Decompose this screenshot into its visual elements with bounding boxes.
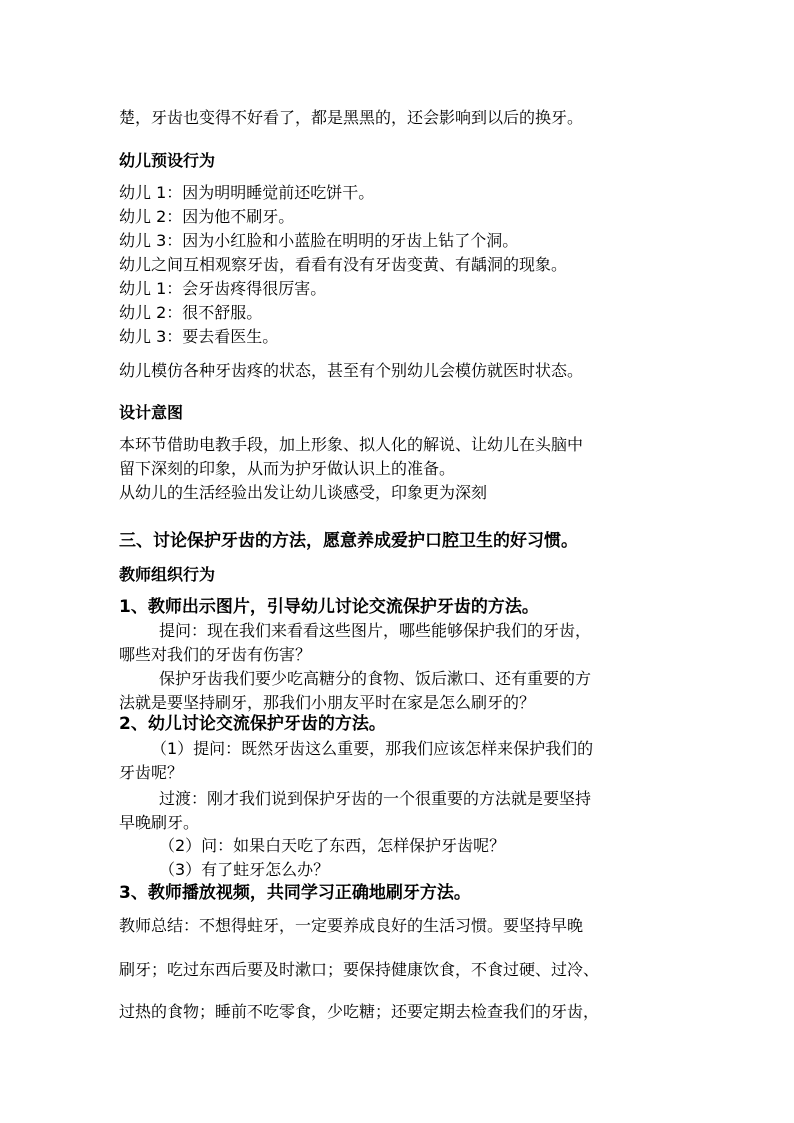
design-intent-line: 留下深刻的印象，从而为护牙做认识上的准备。: [119, 459, 456, 478]
summary-line: 刷牙；吃过东西后要及时漱口；要保持健康饮食，不食过硬、过冷、: [119, 960, 600, 979]
continuation-text: 楚，牙齿也变得不好看了，都是黑黑的，还会影响到以后的换牙。: [119, 108, 584, 127]
summary-line: 过热的食物；睡前不吃零食，少吃糖；还要定期去检查我们的牙齿，: [119, 1002, 600, 1021]
child-behavior-line: 幼儿 3：要去看医生。: [119, 327, 279, 346]
step-1-line: 保护牙齿我们要少吃高糖分的食物、饭后漱口、还有重要的方: [159, 669, 592, 688]
design-intent-line: 本环节借助电教手段，加上形象、拟人化的解说、让幼儿在头脑中: [119, 435, 584, 454]
section-3-title: 三、讨论保护牙齿的方法，愿意养成爱护口腔卫生的好习惯。: [119, 531, 578, 551]
child-behavior-line: 幼儿 2：因为他不刷牙。: [119, 207, 295, 226]
step-2-line: 早晚刷牙。: [119, 813, 200, 832]
step-2-line: 牙齿呢？: [119, 763, 184, 782]
step-2-line: （3）有了蛀牙怎么办？: [159, 860, 330, 879]
child-behavior-line: 幼儿之间互相观察牙齿，看看有没有牙齿变黄、有龋洞的现象。: [119, 255, 568, 274]
design-intent-line: 从幼儿的生活经验出发让幼儿谈感受，印象更为深刻: [119, 483, 488, 502]
child-behavior-line: 幼儿 1：因为明明睡觉前还吃饼干。: [119, 183, 375, 202]
step-2-line: 过渡：刚才我们说到保护牙齿的一个很重要的方法就是要坚持: [159, 789, 592, 808]
summary-line: 教师总结：不想得蛀牙，一定要养成良好的生活习惯。要坚持早晚: [119, 916, 584, 935]
step-2-line: （2）问：如果白天吃了东西，怎样保护牙齿呢？: [159, 836, 506, 855]
child-behavior-line: 幼儿 2：很不舒服。: [119, 303, 263, 322]
child-behavior-line: 幼儿 1：会牙齿疼得很厉害。: [119, 279, 327, 298]
step-1-line: 法就是要坚持刷牙，那我们小朋友平时在家是怎么刷牙的？: [119, 693, 536, 712]
step-1-line: 哪些对我们的牙齿有伤害？: [119, 645, 312, 664]
step-2-line: （1）提问：既然牙齿这么重要，那我们应该怎样来保护我们的: [151, 739, 594, 758]
teacher-behavior-heading: 教师组织行为: [119, 565, 216, 584]
step-3-title: 3、教师播放视频，共同学习正确地刷牙方法。: [119, 883, 471, 903]
step-2-title: 2、幼儿讨论交流保护牙齿的方法。: [119, 714, 386, 734]
child-behavior-line: 幼儿 3：因为小红脸和小蓝脸在明明的牙齿上钻了个洞。: [119, 231, 519, 250]
step-1-line: 提问：现在我们来看看这些图片，哪些能够保护我们的牙齿，: [159, 621, 592, 640]
step-1-title: 1、教师出示图片，引导幼儿讨论交流保护牙齿的方法。: [119, 597, 539, 617]
design-intent-heading: 设计意图: [119, 403, 184, 422]
child-behavior-heading: 幼儿预设行为: [119, 151, 216, 170]
imitation-text: 幼儿模仿各种牙齿疼的状态，甚至有个别幼儿会模仿就医时状态。: [119, 361, 584, 380]
